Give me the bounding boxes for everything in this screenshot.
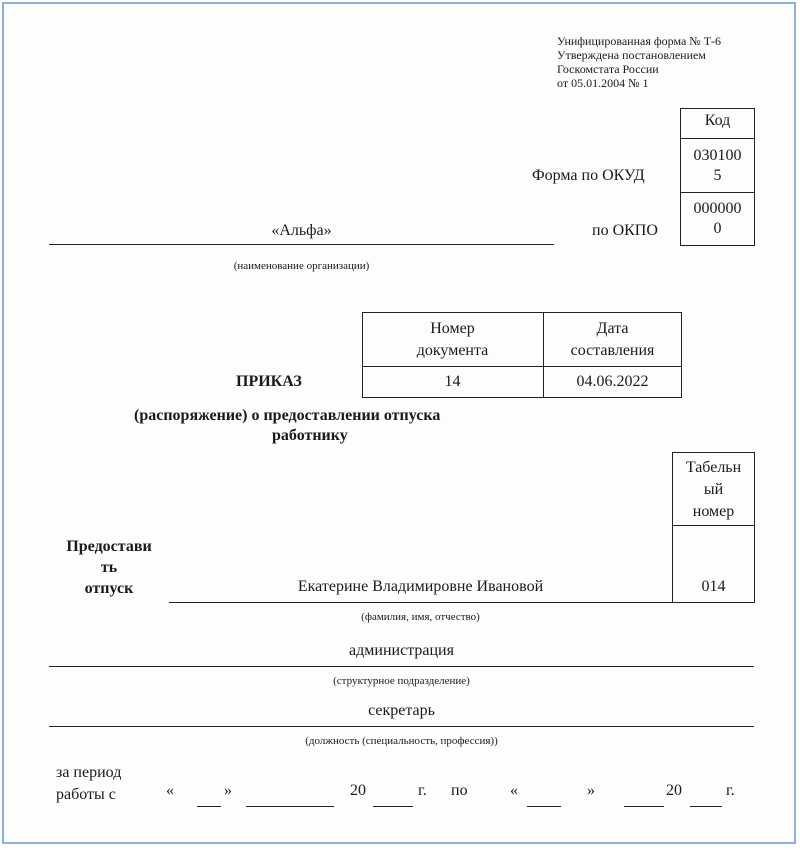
note-line: Утверждена постановлением	[557, 48, 706, 62]
divider	[680, 138, 755, 139]
okud-code-line2: 5	[713, 167, 722, 184]
from-year-line	[373, 806, 413, 807]
document-number: 14	[444, 373, 461, 390]
period-label	[56, 762, 121, 806]
to-close-quote: »	[587, 782, 595, 799]
period-label-line: за период	[56, 764, 122, 781]
note-line: Унифицированная форма № Т-6	[557, 34, 722, 48]
form-approval-note	[557, 34, 787, 90]
codes-header: Код	[704, 112, 731, 129]
organization-line	[49, 244, 554, 245]
to-open-quote: «	[510, 782, 518, 799]
from-month-line	[246, 806, 334, 807]
to-year-suffix: г.	[726, 782, 735, 799]
doc-number-header-2: документа	[416, 342, 489, 359]
position-line	[49, 726, 754, 727]
document-date: 04.06.2022	[576, 373, 649, 390]
department: администрация	[349, 642, 454, 659]
divider	[680, 192, 755, 193]
order-subtitle: (распоряжение) о предоставлении отпуска	[134, 407, 441, 424]
doc-number-header-1: Номер	[430, 320, 475, 337]
to-day-line	[527, 806, 561, 807]
to-century: 20	[666, 782, 682, 799]
to-label: по	[451, 782, 468, 799]
grant-label-line: Предостави	[66, 538, 152, 555]
doc-date-header-2: составления	[570, 342, 655, 359]
order-form-t6	[2, 2, 796, 844]
employee-name-line	[169, 602, 672, 603]
okpo-code-line2: 0	[713, 220, 722, 237]
note-line: от 05.01.2004 № 1	[557, 76, 649, 90]
tab-header-1: Табельн	[685, 459, 742, 476]
department-caption: (структурное подразделение)	[333, 675, 470, 687]
order-subtitle-cont: работнику	[272, 427, 348, 444]
employee-name-caption: (фамилия, имя, отчество)	[361, 611, 480, 623]
okud-code-line1: 030100	[693, 147, 742, 164]
okpo-label: по ОКПО	[592, 222, 658, 239]
note-line: Госкомстата России	[557, 62, 659, 76]
organization-caption: (наименование организации)	[233, 260, 370, 272]
grant-leave-label	[54, 536, 164, 599]
department-line	[49, 666, 754, 667]
position: секретарь	[368, 702, 435, 719]
from-open-quote: «	[166, 782, 174, 799]
period-label-line: работы с	[56, 786, 116, 803]
from-close-quote: »	[224, 782, 232, 799]
from-day-line	[197, 806, 221, 807]
tab-number: 014	[701, 578, 726, 595]
to-year-line	[690, 806, 722, 807]
employee-name: Екатерине Владимировне Ивановой	[297, 578, 544, 595]
from-century: 20	[350, 782, 366, 799]
tab-header-2: ый	[703, 481, 724, 498]
grant-label-line: ть	[100, 559, 118, 576]
organization-name: «Альфа»	[271, 222, 332, 239]
to-month-line	[624, 806, 664, 807]
okud-label: Форма по ОКУД	[532, 167, 645, 184]
tab-header-3: номер	[692, 503, 735, 520]
order-title: ПРИКАЗ	[236, 373, 302, 390]
divider	[362, 366, 682, 367]
position-caption: (должность (специальность, профессия))	[305, 735, 498, 747]
doc-date-header-1: Дата	[596, 320, 629, 337]
divider	[672, 525, 755, 526]
okpo-code-line1: 000000	[693, 200, 742, 217]
from-year-suffix: г.	[418, 782, 427, 799]
grant-label-line: отпуск	[84, 580, 134, 597]
